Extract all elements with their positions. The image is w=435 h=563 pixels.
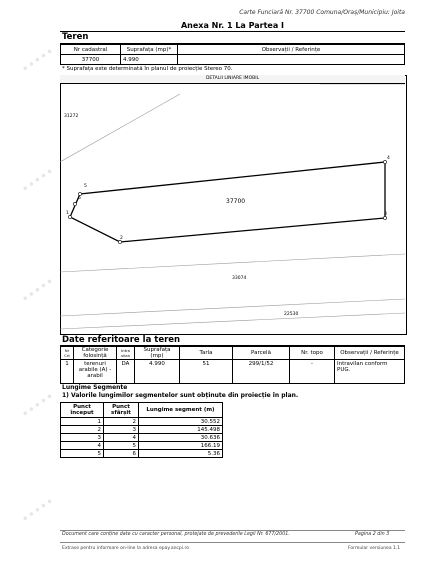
lungime-segmente-title: Lungime Segmente: [62, 384, 128, 391]
cell-punct-inceput: 4: [61, 442, 104, 450]
col-punct-sfarsit: Punct sfârșit: [104, 403, 139, 418]
cell-suprafata-mp: 4.990: [135, 360, 180, 384]
date-teren-section-title: Date referitoare la teren: [62, 335, 181, 345]
table-row: [61, 450, 223, 458]
cell-tarla: 51: [180, 360, 233, 384]
cell-categorie: terenuri arabile (A) - arabil: [74, 360, 117, 384]
vertex-label: 5: [84, 184, 87, 189]
cell-lungime: 5.36: [139, 450, 223, 458]
neighbor-label: 33074: [232, 276, 247, 281]
vertex-label: 2: [120, 236, 123, 241]
cell-intravilan: DA: [117, 360, 135, 384]
lungime-segmente-subtitle: 1) Valorile lungimilor segmentelor sunt obținute din proiecție în plan.: [62, 392, 299, 399]
date-teren-table: [60, 346, 405, 384]
teren-section-title: Teren: [62, 32, 89, 42]
neighbor-line: [60, 94, 180, 162]
vertex-label: 6: [78, 196, 81, 201]
cell-punct-inceput: 1: [61, 418, 104, 426]
cell-lungime: 30.552: [139, 418, 223, 426]
watermark: •••••: [20, 275, 57, 306]
segment-lengths-table: [60, 402, 223, 458]
neighbor-label: 22530: [284, 312, 299, 317]
cell-lungime: 166.19: [139, 442, 223, 450]
table-row: [61, 434, 223, 442]
cell-punct-sfarsit: 5: [104, 442, 139, 450]
anexa-title: Anexa Nr. 1 La Partea I: [180, 21, 284, 30]
col-suprafata-mp: Suprafața (mp): [135, 347, 180, 360]
cell-nr-crt: 1: [61, 360, 74, 384]
cell-punct-sfarsit: 3: [104, 426, 139, 434]
footer-divider: [60, 530, 405, 531]
vertex-label: 1: [66, 211, 69, 216]
neighbor-line: [60, 254, 405, 272]
col-lungime-segment: Lungime segment (m): [139, 403, 223, 418]
footer-form-version: Formular versiunea 1.1: [348, 546, 401, 551]
table-row: [61, 426, 223, 434]
col-observatii: Observații / Referințe: [178, 45, 405, 55]
cell-punct-inceput: 5: [61, 450, 104, 458]
cell-nr-cadastral: 37700: [61, 55, 121, 65]
cell-observatii: [178, 55, 405, 65]
col-intravilan: Intra vilan: [117, 347, 135, 360]
carte-funciara-header: Carte Funciară Nr. 37700 Comuna/Oraș/Municipiu: Joita: [239, 9, 405, 16]
col-observatii-ref: Observații / Referințe: [335, 347, 405, 360]
parcel-number-label: 37700: [226, 198, 246, 205]
watermark: •••••: [20, 390, 57, 421]
col-punct-inceput: Punct început: [61, 403, 104, 418]
parcel-drawing: [60, 84, 406, 334]
cell-punct-sfarsit: 4: [104, 434, 139, 442]
col-categorie: Categorie folosință: [74, 347, 117, 360]
col-suprafata: Suprafața (mp)*: [121, 45, 178, 55]
watermark: •••••: [20, 45, 57, 76]
plan-title: DETALII LINIARE IMOBIL: [60, 75, 405, 84]
cell-lungime: 145.498: [139, 426, 223, 434]
col-nr-topo: Nr. topo: [290, 347, 335, 360]
header-divider: [60, 31, 405, 32]
col-nr-crt: Nr Crt: [61, 347, 74, 360]
footer-page-number: Pagina 2 din 3: [355, 532, 390, 537]
footer-divider-2: [60, 542, 405, 543]
neighbor-label: 31272: [64, 114, 79, 119]
suprafata-note: * Suprafața este determinată în planul de proiecție Stereo 70.: [62, 66, 233, 72]
cell-observatii-ref: Intravilan conform PUG.: [335, 360, 405, 384]
table-row: [61, 442, 223, 450]
table-row: [61, 418, 223, 426]
vertex-marker: [73, 202, 76, 205]
cell-punct-inceput: 2: [61, 426, 104, 434]
col-parcela: Parcelă: [233, 347, 290, 360]
vertex-label: 3: [384, 212, 387, 217]
cell-punct-sfarsit: 6: [104, 450, 139, 458]
vertex-label: 4: [387, 156, 390, 161]
cell-lungime: 30.636: [139, 434, 223, 442]
cell-parcela: 299/1/52: [233, 360, 290, 384]
watermark: •••••: [20, 165, 57, 196]
cell-punct-sfarsit: 2: [104, 418, 139, 426]
cell-punct-inceput: 3: [61, 434, 104, 442]
neighbor-line: [60, 299, 405, 316]
watermark: •••••: [20, 495, 57, 526]
cell-nr-topo: -: [290, 360, 335, 384]
footer-legal-note: Document care conține date cu caracter personal, protejate de prevederile Legii Nr. 677/2001.: [62, 532, 290, 537]
col-tarla: Tarla: [180, 347, 233, 360]
footer-extract-link[interactable]: Extrase pentru informare on-line la adresa epay.ancpi.ro: [62, 546, 189, 551]
cell-suprafata: 4.990: [121, 55, 178, 65]
neighbor-line: [60, 313, 405, 329]
col-nr-cadastral: Nr cadastral: [61, 45, 121, 55]
teren-table: [60, 44, 405, 65]
